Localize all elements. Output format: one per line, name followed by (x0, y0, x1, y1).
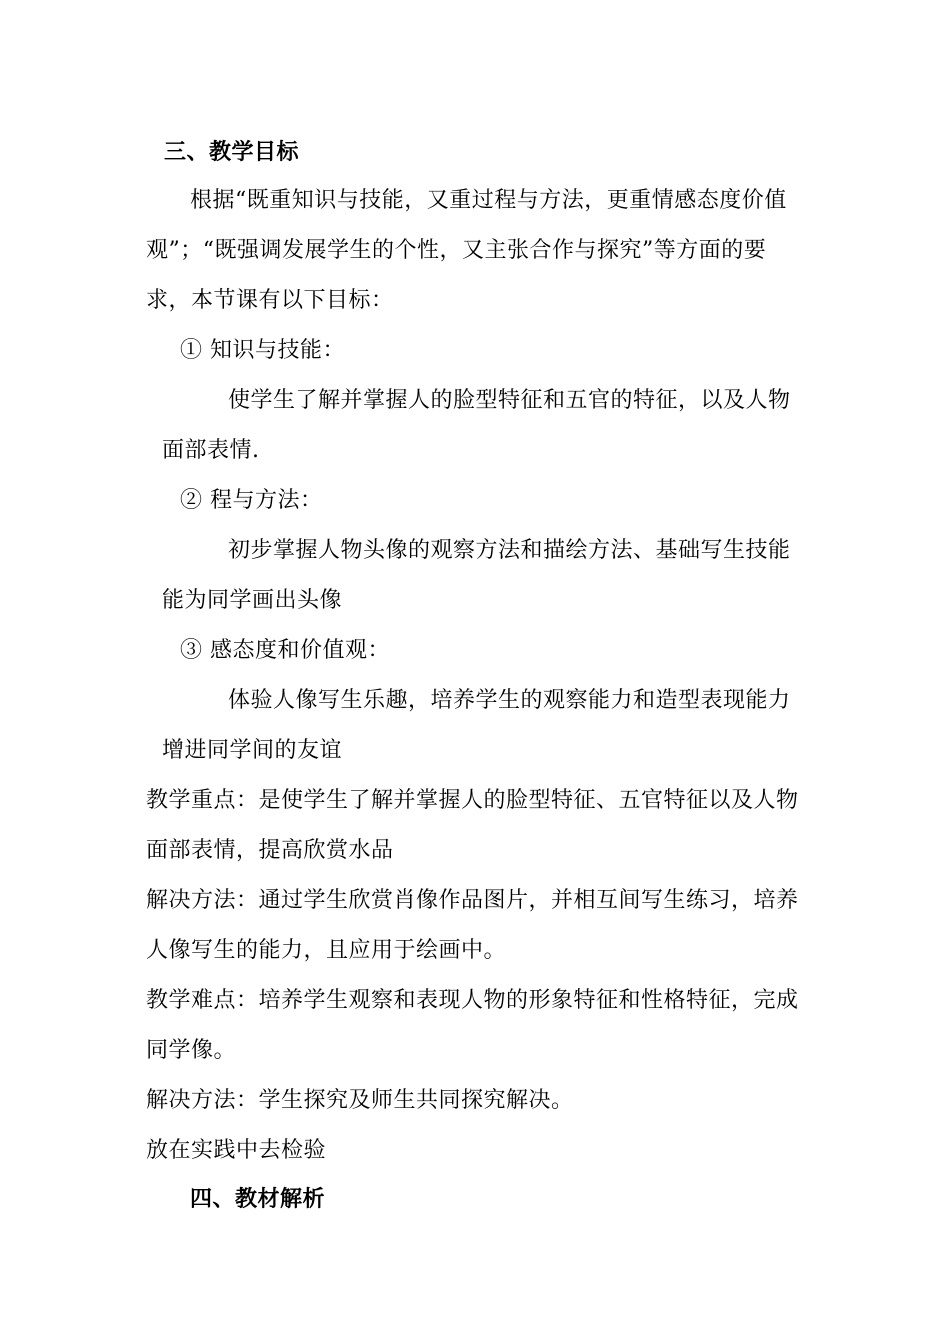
intro-line-3: 求，本节课有以下目标： (146, 288, 394, 313)
goal-label-knowledge: ① 知识与技能： (180, 338, 345, 363)
key-solution-line-2: 人像写生的能力，且应用于绘画中。 (146, 938, 507, 963)
intro-line-1: 根据“既重知识与技能，又重过程与方法，更重情感态度价值 (190, 188, 787, 213)
difficulty-line-1: 教学难点：培养学生观察和表现人物的形象特征和性格特征，完成 (146, 988, 799, 1013)
difficulty-line-2: 同学像。 (146, 1038, 237, 1063)
goal-text-process-line-2: 能为同学画出头像 (162, 588, 343, 613)
difficulty-solution: 解决方法：学生探究及师生共同探究解决。 (146, 1088, 574, 1113)
section-heading-teaching-goals: 三、教学目标 (164, 139, 300, 165)
goal-label-attitude: ③ 感态度和价值观： (180, 638, 390, 663)
goal-text-process-line-1: 初步掌握人物头像的观察方法和描绘方法、基础写生技能 (228, 538, 791, 563)
practice-note: 放在实践中去检验 (146, 1138, 327, 1163)
goal-text-knowledge-line-1: 使学生了解并掌握人的脸型特征和五官的特征，以及人物 (228, 388, 791, 413)
goal-label-process: ② 程与方法： (180, 488, 323, 513)
intro-line-2: 观”；“既强调发展学生的个性，又主张合作与探究”等方面的要 (146, 238, 767, 263)
goal-text-attitude-line-1: 体验人像写生乐趣，培养学生的观察能力和造型表现能力 (228, 688, 791, 713)
section-heading-material-analysis: 四、教材解析 (190, 1186, 326, 1212)
goal-text-attitude-line-2: 增进同学间的友谊 (162, 738, 343, 763)
key-point-line-2: 面部表情，提高欣赏水品 (146, 838, 394, 863)
key-point-line-1: 教学重点：是使学生了解并掌握人的脸型特征、五官特征以及人物 (146, 788, 799, 813)
goal-text-knowledge-line-2: 面部表情. (162, 438, 260, 463)
key-solution-line-1: 解决方法：通过学生欣赏肖像作品图片，并相互间写生练习，培养 (146, 888, 799, 913)
